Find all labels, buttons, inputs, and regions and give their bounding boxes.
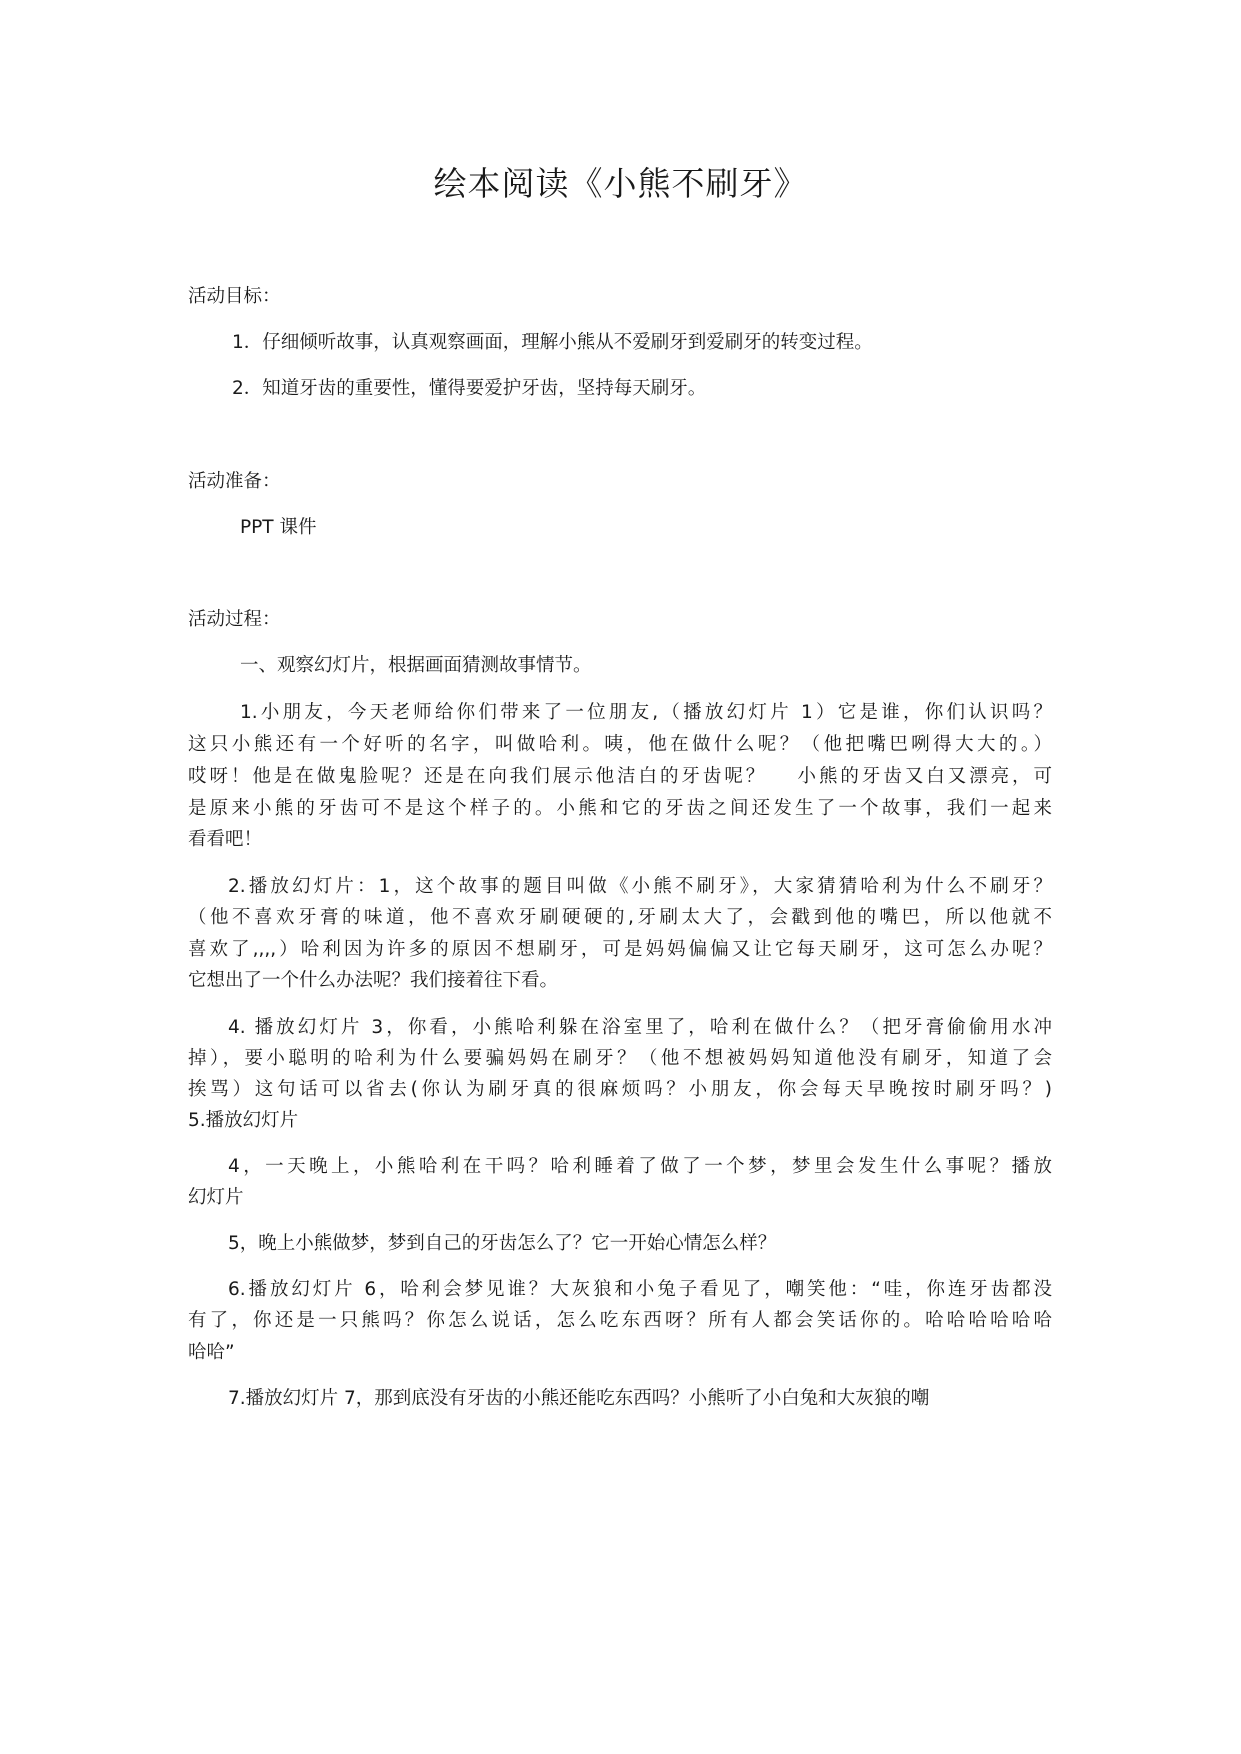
- paragraph-line: 是原来小熊的牙齿可不是这个样子的。小熊和它的牙齿之间还发生了一个故事，我们一起来: [188, 798, 1052, 819]
- goals-heading: 活动目标：: [188, 286, 281, 307]
- paragraph-line: 7.播放幻灯片 7，那到底没有牙齿的小熊还能吃东西吗？小熊听了小白兔和大灰狼的嘲: [228, 1388, 930, 1409]
- prep-heading: 活动准备：: [188, 471, 281, 492]
- paragraph-line: 哎呀！他是在做鬼脸呢？还是在向我们展示他洁白的牙齿呢？ 小熊的牙齿又白又漂亮，可: [188, 766, 1052, 787]
- paragraph-line: 看看吧！: [188, 829, 263, 850]
- paragraph-line: 2.播放幻灯片：1，这个故事的题目叫做《小熊不刷牙》，大家猜猜哈利为什么不刷牙？: [228, 876, 1052, 897]
- goal-item: 1．仔细倾听故事，认真观察画面，理解小熊从不爱刷牙到爱刷牙的转变过程。: [232, 332, 873, 353]
- paragraph-line: 掉），要小聪明的哈利为什么要骗妈妈在刷牙？（他不想被妈妈知道他没有刷牙，知道了会: [188, 1048, 1052, 1069]
- goal-item: 2．知道牙齿的重要性，懂得要爱护牙齿，坚持每天刷牙。: [232, 378, 707, 399]
- paragraph-line: 5.播放幻灯片: [188, 1110, 299, 1131]
- paragraph-line: 喜欢了,,,,）哈利因为许多的原因不想刷牙，可是妈妈偏偏又让它每天刷牙，这可怎么办呢？: [188, 939, 1052, 960]
- prep-content: PPT 课件: [240, 517, 317, 538]
- section-heading: 一、观察幻灯片，根据画面猜测故事情节。: [240, 655, 592, 676]
- paragraph-line: 这只小熊还有一个好听的名字，叫做哈利。咦，他在做什么呢？（他把嘴巴咧得大大的。）: [188, 734, 1052, 755]
- process-heading: 活动过程：: [188, 609, 281, 630]
- paragraph-line: 哈哈”: [188, 1342, 235, 1363]
- paragraph-line: 4. 播放幻灯片 3，你看，小熊哈利躲在浴室里了，哈利在做什么？（把牙膏偷偷用水冲: [228, 1017, 1052, 1038]
- paragraph-line: 挨骂）这句话可以省去(你认为刷牙真的很麻烦吗？小朋友，你会每天早晚按时刷牙吗？): [188, 1079, 1052, 1100]
- paragraph-line: 有了，你还是一只熊吗？你怎么说话，怎么吃东西呀？所有人都会笑话你的。哈哈哈哈哈哈: [188, 1310, 1052, 1331]
- paragraph-line: 1.小朋友，今天老师给你们带来了一位朋友,（播放幻灯片 1）它是谁，你们认识吗？: [240, 702, 1052, 723]
- paragraph-line: 6.播放幻灯片 6，哈利会梦见谁？大灰狼和小兔子看见了，嘲笑他：“哇，你连牙齿都没: [228, 1279, 1052, 1300]
- paragraph-line: 幻灯片: [188, 1187, 244, 1208]
- document-title: 绘本阅读《小熊不刷牙》: [433, 164, 808, 203]
- paragraph-line: 它想出了一个什么办法呢？我们接着往下看。: [188, 970, 559, 991]
- paragraph-line: 5，晚上小熊做梦，梦到自己的牙齿怎么了？它一开始心情怎么样？: [228, 1233, 777, 1254]
- paragraph-line: （他不喜欢牙膏的味道，他不喜欢牙刷硬硬的,牙刷太大了，会戳到他的嘴巴，所以他就不: [188, 907, 1052, 928]
- paragraph-line: 4，一天晚上，小熊哈利在干吗？哈利睡着了做了一个梦，梦里会发生什么事呢？播放: [228, 1156, 1052, 1177]
